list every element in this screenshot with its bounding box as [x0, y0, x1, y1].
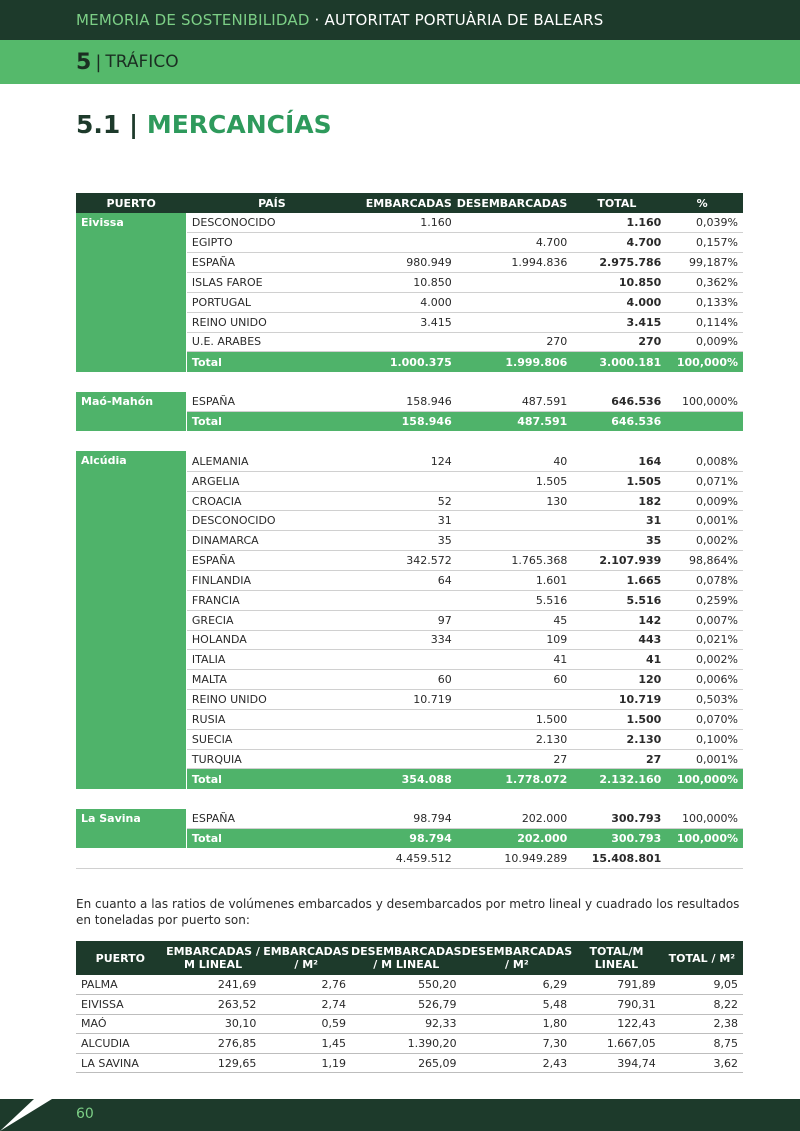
value-cell: 300.793 [572, 809, 666, 829]
table-row [76, 1034, 743, 1054]
ratio-value-cell: 1.390,20 [351, 1034, 462, 1054]
ratio-value-cell: 1,45 [261, 1034, 351, 1054]
organization-name: AUTORITAT PORTUÀRIA DE BALEARS [324, 11, 604, 29]
value-cell: 98,864% [666, 551, 743, 571]
section-label: TRÁFICO [105, 52, 179, 72]
column-header: TOTAL / M² [661, 941, 743, 975]
country-cell: DESCONOCIDO [186, 213, 357, 233]
value-cell: 0,259% [666, 590, 743, 610]
value-cell [357, 471, 456, 491]
value-cell: 60 [357, 670, 456, 690]
value-cell: 130 [457, 491, 573, 511]
ratio-value-cell: 265,09 [351, 1053, 462, 1073]
country-cell: HOLANDA [186, 630, 357, 650]
value-cell: 2.107.939 [572, 551, 666, 571]
column-header: TOTAL [572, 193, 666, 213]
empty-cell [186, 848, 357, 868]
section-number: 5 [76, 49, 92, 75]
country-cell: GRECIA [186, 610, 357, 630]
value-cell: 40 [457, 451, 573, 471]
value-cell: 31 [357, 511, 456, 531]
value-cell [357, 709, 456, 729]
value-cell: 0,100% [666, 729, 743, 749]
total-value-cell: 1.999.806 [457, 352, 573, 372]
value-cell: 10.850 [572, 273, 666, 293]
country-cell: PORTUGAL [186, 292, 357, 312]
column-header: DESEMBARCADAS / M LINEAL [351, 941, 462, 975]
section-bar [0, 40, 800, 84]
value-cell: 0,362% [666, 273, 743, 293]
page-title [76, 110, 332, 139]
value-cell: 60 [457, 670, 573, 690]
value-cell: 980.949 [357, 253, 456, 273]
value-cell: 1.994.836 [457, 253, 573, 273]
value-cell: 0,114% [666, 312, 743, 332]
port-name-cell: Maó-Mahón [76, 392, 186, 432]
country-cell: REINO UNIDO [186, 690, 357, 710]
value-cell: 35 [572, 531, 666, 551]
grand-total-value: 4.459.512 [357, 848, 456, 868]
value-cell: 182 [572, 491, 666, 511]
value-cell: 270 [572, 332, 666, 352]
value-cell: 0,071% [666, 471, 743, 491]
value-cell [357, 729, 456, 749]
value-cell: 3.415 [357, 312, 456, 332]
column-header: PUERTO [76, 193, 186, 213]
ratio-value-cell: 2,74 [261, 995, 351, 1015]
ratio-value-cell: 1,80 [462, 1014, 573, 1034]
column-header: DESEMBARCADAS [457, 193, 573, 213]
country-cell: U.E. ARABES [186, 332, 357, 352]
value-cell: 4.000 [572, 292, 666, 312]
ratio-value-cell: 129,65 [165, 1053, 262, 1073]
value-cell [457, 292, 573, 312]
value-cell: 342.572 [357, 551, 456, 571]
value-cell: 4.000 [357, 292, 456, 312]
port-name-cell: La Savina [76, 809, 186, 849]
value-cell: 100,000% [666, 392, 743, 412]
total-label-cell: Total [186, 352, 357, 372]
grand-total-row [76, 848, 743, 868]
ratio-value-cell: 92,33 [351, 1014, 462, 1034]
merchandise-by-country-table [76, 193, 743, 869]
table-row [76, 995, 743, 1015]
ratio-value-cell: 550,20 [351, 975, 462, 995]
value-cell: 0,157% [666, 233, 743, 253]
value-cell: 202.000 [457, 809, 573, 829]
total-value-cell: 98.794 [357, 829, 456, 849]
total-label-cell: Total [186, 769, 357, 789]
country-cell: ESPAÑA [186, 551, 357, 571]
value-cell: 52 [357, 491, 456, 511]
value-cell: 31 [572, 511, 666, 531]
ratio-value-cell: 0,59 [261, 1014, 351, 1034]
ratio-value-cell: 2,38 [661, 1014, 743, 1034]
ratios-table [76, 941, 743, 1073]
port-name-cell: EIVISSA [76, 995, 165, 1015]
value-cell: 334 [357, 630, 456, 650]
value-cell: 5.516 [572, 590, 666, 610]
table-row [76, 975, 743, 995]
value-cell: 270 [457, 332, 573, 352]
country-cell: CROACIA [186, 491, 357, 511]
value-cell: 142 [572, 610, 666, 630]
empty-cell [666, 848, 743, 868]
header-separator: · [309, 11, 325, 29]
country-cell: ARGELIA [186, 471, 357, 491]
value-cell: 646.536 [572, 392, 666, 412]
column-header: EMBARCADAS / M LINEAL [165, 941, 262, 975]
column-header: DESEMBARCADAS / M² [462, 941, 573, 975]
country-cell: FRANCIA [186, 590, 357, 610]
value-cell: 41 [572, 650, 666, 670]
value-cell: 0,006% [666, 670, 743, 690]
value-cell: 1.765.368 [457, 551, 573, 571]
ratio-value-cell: 9,05 [661, 975, 743, 995]
value-cell [457, 531, 573, 551]
port-name-cell: ALCUDIA [76, 1034, 165, 1054]
value-cell: 1.665 [572, 571, 666, 591]
value-cell [357, 233, 456, 253]
table-row [76, 451, 743, 471]
value-cell: 1.160 [572, 213, 666, 233]
country-cell: EGIPTO [186, 233, 357, 253]
total-value-cell [666, 412, 743, 432]
document-title: MEMORIA DE SOSTENIBILIDAD [76, 11, 310, 29]
value-cell: 99,187% [666, 253, 743, 273]
value-cell: 100,000% [666, 809, 743, 829]
footer-stripe-inner [0, 1099, 34, 1131]
value-cell: 120 [572, 670, 666, 690]
ratio-value-cell: 30,10 [165, 1014, 262, 1034]
value-cell: 4.700 [572, 233, 666, 253]
value-cell: 0,078% [666, 571, 743, 591]
value-cell: 35 [357, 531, 456, 551]
value-cell: 45 [457, 610, 573, 630]
ratio-value-cell: 2,43 [462, 1053, 573, 1073]
total-value-cell: 1.778.072 [457, 769, 573, 789]
column-header: EMBARCADAS [357, 193, 456, 213]
value-cell: 10.719 [572, 690, 666, 710]
ratio-value-cell: 3,62 [661, 1053, 743, 1073]
total-value-cell: 2.132.160 [572, 769, 666, 789]
total-value-cell: 646.536 [572, 412, 666, 432]
column-header: PUERTO [76, 941, 165, 975]
ratio-value-cell: 122,43 [572, 1014, 661, 1034]
ratio-value-cell: 8,75 [661, 1034, 743, 1054]
grand-total-value: 15.408.801 [572, 848, 666, 868]
empty-cell [76, 848, 186, 868]
value-cell: 0,039% [666, 213, 743, 233]
value-cell: 1.601 [457, 571, 573, 591]
country-cell: MALTA [186, 670, 357, 690]
country-cell: REINO UNIDO [186, 312, 357, 332]
value-cell: 97 [357, 610, 456, 630]
value-cell: 0,002% [666, 531, 743, 551]
table-row [76, 1053, 743, 1073]
ratio-value-cell: 5,48 [462, 995, 573, 1015]
value-cell: 27 [457, 749, 573, 769]
spacer-cell [76, 789, 743, 809]
value-cell [357, 332, 456, 352]
total-value-cell: 487.591 [457, 412, 573, 432]
total-value-cell: 158.946 [357, 412, 456, 432]
page-title-text: MERCANCÍAS [146, 110, 332, 139]
total-value-cell: 202.000 [457, 829, 573, 849]
ratio-value-cell: 1,19 [261, 1053, 351, 1073]
country-cell: FINLANDIA [186, 571, 357, 591]
country-cell: DESCONOCIDO [186, 511, 357, 531]
value-cell: 124 [357, 451, 456, 471]
value-cell: 2.130 [457, 729, 573, 749]
value-cell: 3.415 [572, 312, 666, 332]
value-cell: 0,070% [666, 709, 743, 729]
country-cell: ESPAÑA [186, 392, 357, 412]
value-cell [357, 749, 456, 769]
value-cell: 0,008% [666, 451, 743, 471]
ratios-intro-paragraph: En cuanto a las ratios de volúmenes embarcados y desembarcados por metro lineal y cuadrado los resultados en toneladas por puerto son: [76, 897, 740, 927]
value-cell [457, 511, 573, 531]
value-cell: 0,001% [666, 749, 743, 769]
country-cell: TURQUIA [186, 749, 357, 769]
value-cell [457, 312, 573, 332]
total-label-cell: Total [186, 829, 357, 849]
ratio-value-cell: 526,79 [351, 995, 462, 1015]
total-value-cell: 354.088 [357, 769, 456, 789]
table-row [76, 392, 743, 412]
port-name-cell: PALMA [76, 975, 165, 995]
document-header-bar [0, 0, 800, 40]
page-number: 60 [76, 1106, 94, 1122]
total-value-cell: 100,000% [666, 769, 743, 789]
table-header-row [76, 193, 743, 213]
country-cell: ISLAS FAROE [186, 273, 357, 293]
value-cell [457, 273, 573, 293]
spacer-cell [76, 431, 743, 451]
table-row [76, 213, 743, 233]
country-cell: ALEMANIA [186, 451, 357, 471]
ratio-value-cell: 263,52 [165, 995, 262, 1015]
table-row [76, 809, 743, 829]
value-cell: 10.850 [357, 273, 456, 293]
port-name-cell: Eivissa [76, 213, 186, 372]
value-cell: 2.975.786 [572, 253, 666, 273]
country-cell: RUSIA [186, 709, 357, 729]
total-value-cell: 3.000.181 [572, 352, 666, 372]
section-divider: | [95, 51, 102, 73]
value-cell: 1.505 [457, 471, 573, 491]
total-value-cell: 100,000% [666, 829, 743, 849]
ratio-value-cell: 241,69 [165, 975, 262, 995]
value-cell: 0,002% [666, 650, 743, 670]
ratio-value-cell: 6,29 [462, 975, 573, 995]
value-cell: 41 [457, 650, 573, 670]
value-cell: 1.500 [572, 709, 666, 729]
page-title-number: 5.1 | [76, 110, 147, 139]
grand-total-value: 10.949.289 [457, 848, 573, 868]
value-cell: 0,009% [666, 332, 743, 352]
value-cell: 1.160 [357, 213, 456, 233]
ratio-value-cell: 7,30 [462, 1034, 573, 1054]
value-cell: 0,009% [666, 491, 743, 511]
country-cell: ESPAÑA [186, 809, 357, 829]
ratio-value-cell: 2,76 [261, 975, 351, 995]
value-cell: 0,021% [666, 630, 743, 650]
value-cell: 2.130 [572, 729, 666, 749]
table-row [76, 1014, 743, 1034]
value-cell: 27 [572, 749, 666, 769]
value-cell: 0,133% [666, 292, 743, 312]
ratio-value-cell: 1.667,05 [572, 1034, 661, 1054]
table-header-row [76, 941, 743, 975]
spacer-row [76, 431, 743, 451]
value-cell [457, 213, 573, 233]
value-cell: 1.500 [457, 709, 573, 729]
port-name-cell: MAÓ [76, 1014, 165, 1034]
country-cell: ESPAÑA [186, 253, 357, 273]
ratio-value-cell: 790,31 [572, 995, 661, 1015]
port-name-cell: LA SAVINA [76, 1053, 165, 1073]
country-cell: SUECIA [186, 729, 357, 749]
ratio-value-cell: 8,22 [661, 995, 743, 1015]
column-header: EMBARCADAS / M² [261, 941, 351, 975]
port-name-cell: Alcúdia [76, 451, 186, 788]
value-cell: 0,001% [666, 511, 743, 531]
ratio-value-cell: 791,89 [572, 975, 661, 995]
spacer-row [76, 789, 743, 809]
value-cell: 10.719 [357, 690, 456, 710]
ratio-value-cell: 394,74 [572, 1053, 661, 1073]
value-cell: 5.516 [457, 590, 573, 610]
value-cell: 4.700 [457, 233, 573, 253]
value-cell: 443 [572, 630, 666, 650]
total-value-cell: 300.793 [572, 829, 666, 849]
value-cell: 487.591 [457, 392, 573, 412]
value-cell: 64 [357, 571, 456, 591]
value-cell [357, 650, 456, 670]
column-header: % [666, 193, 743, 213]
value-cell: 109 [457, 630, 573, 650]
value-cell: 98.794 [357, 809, 456, 829]
country-cell: ITALIA [186, 650, 357, 670]
value-cell: 158.946 [357, 392, 456, 412]
value-cell [457, 690, 573, 710]
total-label-cell: Total [186, 412, 357, 432]
value-cell: 0,503% [666, 690, 743, 710]
column-header: TOTAL/M LINEAL [572, 941, 661, 975]
country-cell: DINAMARCA [186, 531, 357, 551]
column-header: PAÍS [186, 193, 357, 213]
value-cell: 164 [572, 451, 666, 471]
page-footer [0, 1099, 800, 1131]
spacer-row [76, 372, 743, 392]
value-cell [357, 590, 456, 610]
total-value-cell: 100,000% [666, 352, 743, 372]
value-cell: 1.505 [572, 471, 666, 491]
value-cell: 0,007% [666, 610, 743, 630]
total-value-cell: 1.000.375 [357, 352, 456, 372]
spacer-cell [76, 372, 743, 392]
ratio-value-cell: 276,85 [165, 1034, 262, 1054]
